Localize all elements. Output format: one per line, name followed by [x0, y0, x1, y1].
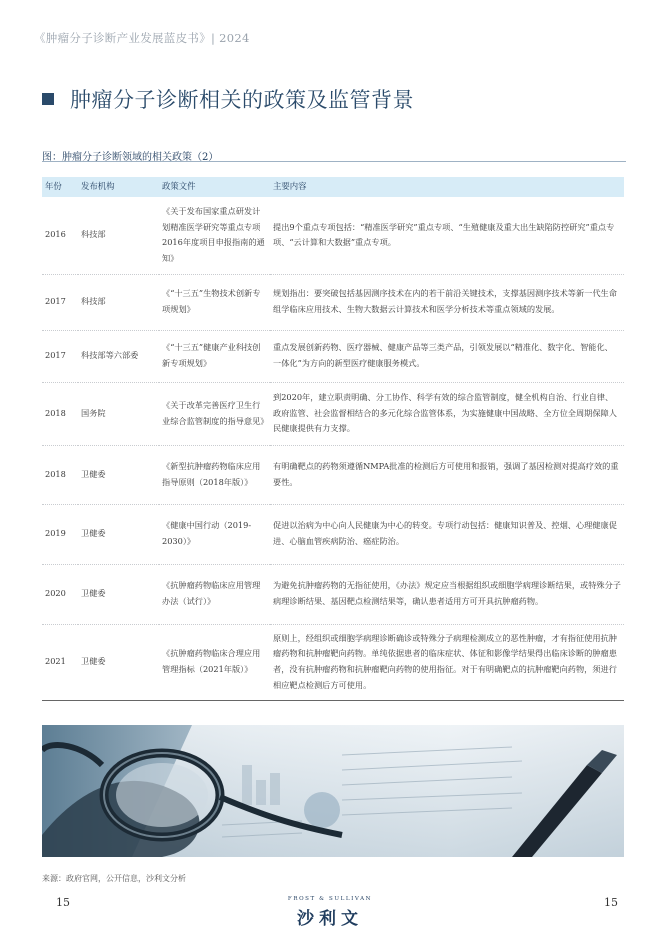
report-header: 《肿瘤分子诊断产业发展蓝皮书》| 2024 [34, 31, 250, 45]
frost-sullivan-logo [280, 896, 380, 929]
cell-year: 2016 [42, 197, 78, 274]
section-title-row [42, 84, 414, 114]
table-header-row [42, 177, 624, 197]
cell-year: 2020 [42, 564, 78, 624]
cell-doc: 《“十三五”生物技术创新专项规划》 [159, 274, 270, 330]
table-row [42, 445, 624, 504]
section-title: 肿瘤分子诊断相关的政策及监管背景 [70, 88, 414, 112]
cell-doc: 《抗肿瘤药物临床合理应用管理指标（2021年版）》 [159, 624, 270, 700]
cell-content: 提出9个重点专项包括：“精准医学研究”重点专项、“生殖健康及重大出生缺陷防控研究”重点专项、“云计算和大数据”重点专项。 [270, 197, 624, 274]
cell-year: 2017 [42, 330, 78, 382]
cell-content: 重点发展创新药物、医疗器械、健康产品等三类产品，引领发展以“精准化、数字化、智能化、一体化”为方向的新型医疗健康服务模式。 [270, 330, 624, 382]
cell-content: 促进以治病为中心向人民健康为中心的转变。专项行动包括：健康知识普及、控烟、心理健康促进、心脑血管疾病防治、癌症防治。 [270, 504, 624, 564]
col-header-content: 主要内容 [270, 177, 624, 197]
logo-english: FROST & SULLIVAN [287, 896, 373, 902]
table-row [42, 197, 624, 274]
cell-org: 科技部等六部委 [78, 330, 159, 382]
cell-org: 卫健委 [78, 624, 159, 700]
cell-doc: 《抗肿瘤药物临床应用管理办法（试行）》 [159, 564, 270, 624]
table-row [42, 624, 624, 700]
cell-content: 有明确靶点的药物须遵循NMPA批准的检测后方可使用和报销，强调了基因检测对提高疗效的重要性。 [270, 445, 624, 504]
source-note: 来源：政府官网，公开信息，沙利文分析 [42, 874, 186, 883]
cell-year: 2021 [42, 624, 78, 700]
stethoscope-photo-illustration [42, 725, 624, 857]
col-header-year: 年份 [42, 177, 78, 197]
medical-documents-photo [42, 725, 624, 857]
cell-org: 国务院 [78, 382, 159, 445]
cell-content: 为避免抗肿瘤药物的无指征使用，《办法》规定应当根据组织或细胞学病理诊断结果，或特殊分子病理诊断结果、基因靶点检测结果等，确认患者适用方可开具抗肿瘤药物。 [270, 564, 624, 624]
page-number-left: 15 [56, 896, 70, 909]
cell-org: 科技部 [78, 197, 159, 274]
policy-table [42, 177, 624, 701]
table-row [42, 564, 624, 624]
table-row [42, 274, 624, 330]
title-square-icon [42, 93, 54, 105]
cell-year: 2017 [42, 274, 78, 330]
cell-doc: 《关于改革完善医疗卫生行业综合监管制度的指导意见》 [159, 382, 270, 445]
cell-org: 卫健委 [78, 504, 159, 564]
cell-doc: 《新型抗肿瘤药物临床应用指导原则（2018年版）》 [159, 445, 270, 504]
cell-org: 卫健委 [78, 445, 159, 504]
cell-doc: 《“十三五”健康产业科技创新专项规划》 [159, 330, 270, 382]
col-header-doc: 政策文件 [159, 177, 270, 197]
cell-doc: 《关于发布国家重点研发计划精准医学研究等重点专项2016年度项目申报指南的通知》 [159, 197, 270, 274]
table-row [42, 382, 624, 445]
table-row [42, 504, 624, 564]
cell-content: 规划指出：要突破包括基因测序技术在内的若干前沿关键技术，支撑基因测序技术等新一代生命组学临床应用技术、生物大数据云计算技术和医学分析技术等重点领域的发展。 [270, 274, 624, 330]
table-row [42, 330, 624, 382]
cell-org: 科技部 [78, 274, 159, 330]
cell-year: 2018 [42, 445, 78, 504]
caption-divider [42, 161, 626, 162]
page-number-right: 15 [604, 896, 618, 909]
logo-chinese: 沙利文 [297, 909, 363, 929]
cell-year: 2018 [42, 382, 78, 445]
cell-year: 2019 [42, 504, 78, 564]
figure-caption: 图：肿瘤分子诊断领域的相关政策（2） [42, 152, 219, 163]
cell-content: 原则上，经组织或细胞学病理诊断确诊或特殊分子病理检测成立的恶性肿瘤，才有指征使用抗肿瘤药物和抗肿瘤靶向药物。单纯依据患者的临床症状、体征和影像学结果得出临床诊断的肿瘤患者，没有抗肿瘤药物和抗肿瘤靶向药物的使用指征。对于有明确靶点的抗肿瘤靶向药物，须进行相应靶点检测后方可使用。 [270, 624, 624, 700]
cell-doc: 《健康中国行动（2019-2030）》 [159, 504, 270, 564]
cell-content: 到2020年，建立职责明确、分工协作、科学有效的综合监管制度，健全机构自治、行业自律、政府监管、社会监督相结合的多元化综合监管体系，为实施健康中国战略、全方位全周期保障人民健康提供有力支撑。 [270, 382, 624, 445]
col-header-org: 发布机构 [78, 177, 159, 197]
cell-org: 卫健委 [78, 564, 159, 624]
